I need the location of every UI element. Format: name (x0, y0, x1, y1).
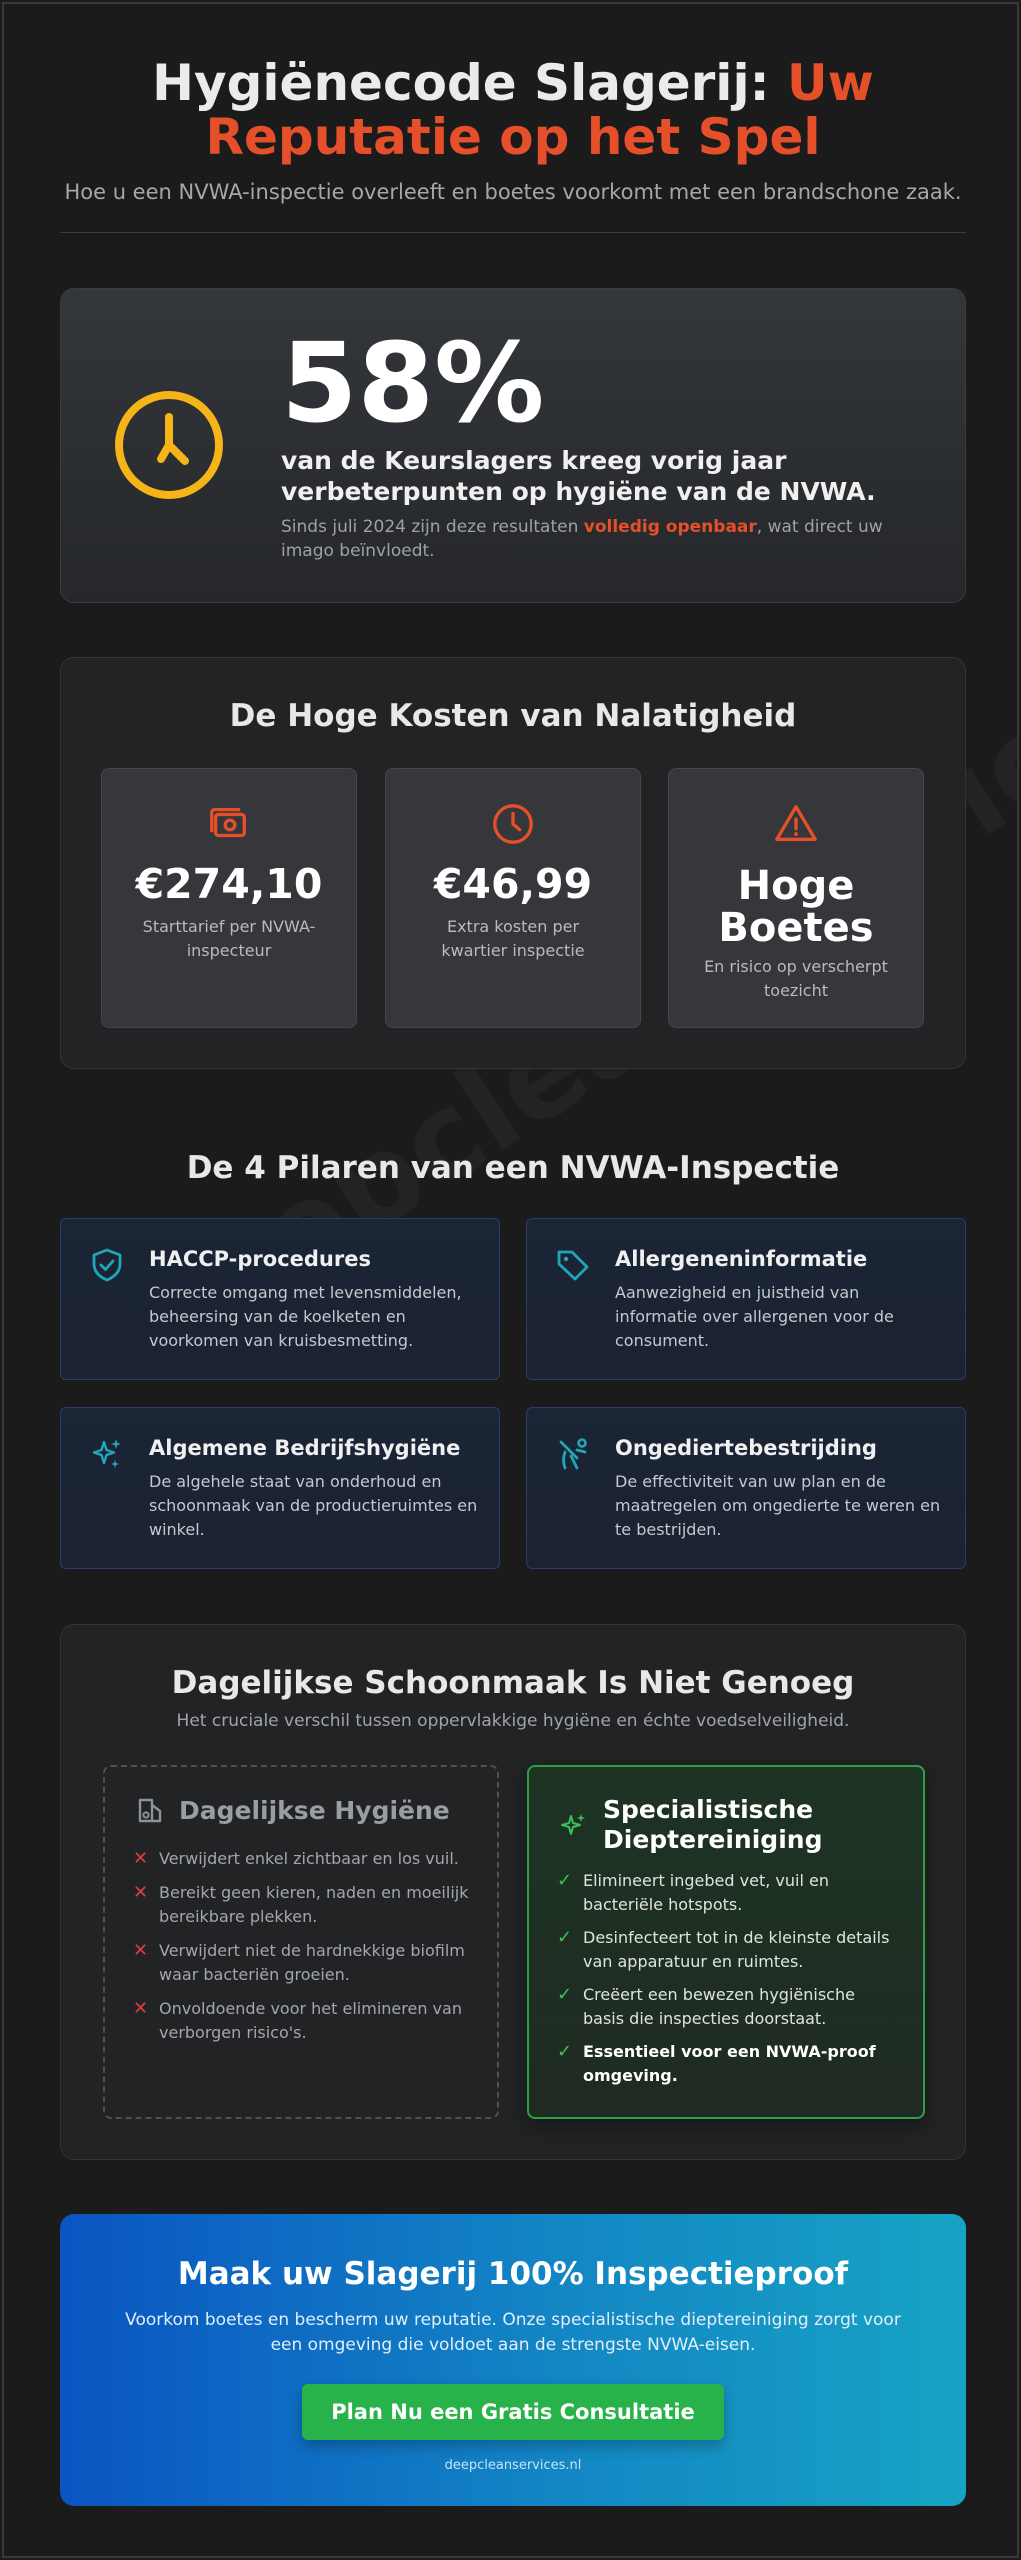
cost-label: En risico op verscherpt toezicht (704, 957, 888, 1000)
stat-number: 58% (281, 319, 545, 447)
bucket-icon (135, 1795, 165, 1825)
deep-cleaning-column (527, 1765, 925, 2119)
pillar-title: Ongediertebestrijding (615, 1436, 877, 1460)
warning-icon (773, 801, 819, 847)
cta-title: Maak uw Slagerij 100% Inspectieproof (177, 2256, 849, 2292)
sparkles-icon (89, 1436, 125, 1472)
list-item (557, 2040, 899, 2088)
sparkle-icon (559, 1810, 589, 1840)
check-icon: ✓ (557, 1984, 573, 2005)
pillar-haccp (60, 1218, 500, 1380)
stat-note-highlight: volledig openbaar (583, 517, 757, 537)
page-subtitle: Hoe u een NVWA-inspectie overleeft en boetes voorkomt met een brandschone zaak. (64, 180, 962, 204)
check-icon: ✓ (557, 1927, 573, 1948)
cost-card-extra-fee (385, 768, 641, 1028)
pillar-text: De effectiviteit van uw plan en de maatregelen om ongedierte te weren en te bestrijden. (615, 1472, 941, 1539)
daily-title: Dagelijkse Schoonmaak Is Niet Genoeg (171, 1665, 855, 1701)
list-item-text: Verwijdert enkel zichtbaar en los vuil. (159, 1849, 459, 1868)
title-main: Hygiënecode Slagerij: (152, 54, 770, 112)
title-accent: Uw Reputatie op het Spel (205, 54, 874, 166)
cta-section (60, 2214, 966, 2506)
column-title: Specialistische Dieptereiniging (603, 1795, 823, 1854)
cross-icon: ✕ (133, 1998, 149, 2019)
tag-icon (555, 1247, 591, 1283)
list-item-text: Bereikt geen kieren, naden en moeilijk bereikbare plekken. (159, 1883, 469, 1926)
column-header (135, 1795, 450, 1825)
daily-subtitle: Het cruciale verschil tussen oppervlakkige hygiëne en échte voedselveiligheid. (176, 1711, 850, 1731)
cross-icon: ✕ (133, 1848, 149, 1869)
cost-label: Starttarief per NVWA-inspecteur (142, 917, 316, 960)
cta-text: Voorkom boetes en bescherm uw reputatie. Onze specialistische dieptereiniging zorgt voor een omgeving die voldoet aan de strengste NVWA-eisen. (125, 2310, 901, 2355)
list-item (133, 1881, 473, 1929)
page-frame (2, 2, 1019, 2558)
pillars-title: De 4 Pilaren van een NVWA-Inspectie (186, 1150, 840, 1186)
cost-card-start-fee (101, 768, 357, 1028)
consultation-button[interactable]: Plan Nu een Gratis Consultatie (302, 2384, 724, 2440)
column-title: Dagelijkse Hygiëne (179, 1795, 450, 1825)
list-item (133, 1847, 473, 1871)
list-item-text: Desinfecteert tot in de kleinste details van apparatuur en ruimtes. (583, 1928, 890, 1971)
stat-note-after: , wat direct uw imago beïnvloedt. (281, 517, 883, 561)
cost-value: €274,10 (135, 860, 323, 908)
check-icon: ✓ (557, 1870, 573, 1891)
pillar-allergens (526, 1218, 966, 1380)
list-item-text: Creëert een bewezen hygiënische basis die inspecties doorstaat. (583, 1985, 855, 2028)
cost-value: €46,99 (433, 860, 593, 908)
check-icon: ✓ (557, 2041, 573, 2062)
stat-note-before: Sinds juli 2024 zijn deze resultaten (281, 517, 579, 537)
shield-check-icon (89, 1247, 125, 1283)
costs-title: De Hoge Kosten van Nalatigheid (229, 698, 797, 734)
list-item-text: Verwijdert niet de hardnekkige biofilm waar bacteriën groeien. (159, 1941, 465, 1984)
list-item-text: Essentieel voor een NVWA-proof omgeving. (583, 2042, 876, 2085)
list-item (133, 1939, 473, 1987)
list-item (557, 1926, 899, 1974)
stat-note (281, 515, 921, 563)
daily-section (60, 1624, 966, 2160)
pillar-text: Correcte omgang met levensmiddelen, beheersing van de koelketen en voorkomen van kruisbesmetting. (149, 1283, 462, 1350)
pillar-text: Aanwezigheid en juistheid van informatie over allergenen voor de consument. (615, 1283, 894, 1350)
pest-control-icon (555, 1436, 591, 1472)
cross-icon: ✕ (133, 1882, 149, 1903)
pillar-pest-control (526, 1407, 966, 1569)
page-title (60, 56, 966, 164)
pillar-title: HACCP-procedures (149, 1247, 371, 1271)
cost-value: Hoge Boetes (718, 863, 874, 951)
website-link[interactable]: deepcleanservices.nl (444, 2458, 582, 2473)
costs-section (60, 657, 966, 1069)
stat-card (60, 288, 966, 603)
cost-label: Extra kosten per kwartier inspectie (441, 917, 585, 960)
pillar-title: Algemene Bedrijfshygiëne (149, 1436, 461, 1460)
list-item (133, 1997, 473, 2045)
clock-icon (113, 389, 225, 501)
daily-hygiene-list (133, 1847, 473, 2055)
list-item-text: Onvoldoende voor het elimineren van verborgen risico's. (159, 1999, 462, 2042)
pillar-hygiene (60, 1407, 500, 1569)
deep-cleaning-list (557, 1869, 899, 2097)
cost-card-fines (668, 768, 924, 1028)
column-header (559, 1795, 923, 1855)
page-header (60, 56, 966, 204)
pillar-title: Allergeneninformatie (615, 1247, 868, 1271)
list-item-text: Elimineert ingebed vet, vuil en bacteriële hotspots. (583, 1871, 829, 1914)
pillar-text: De algehele staat van onderhoud en schoonmaak van de productieruimtes en winkel. (149, 1472, 478, 1539)
header-divider (60, 232, 966, 233)
money-icon (206, 801, 252, 847)
list-item (557, 1869, 899, 1917)
list-item (557, 1983, 899, 2031)
cross-icon: ✕ (133, 1940, 149, 1961)
stat-text: van de Keurslagers kreeg vorig jaar verbeterpunten op hygiëne van de NVWA. (281, 446, 876, 506)
daily-hygiene-column (103, 1765, 499, 2119)
clock-icon (490, 801, 536, 847)
